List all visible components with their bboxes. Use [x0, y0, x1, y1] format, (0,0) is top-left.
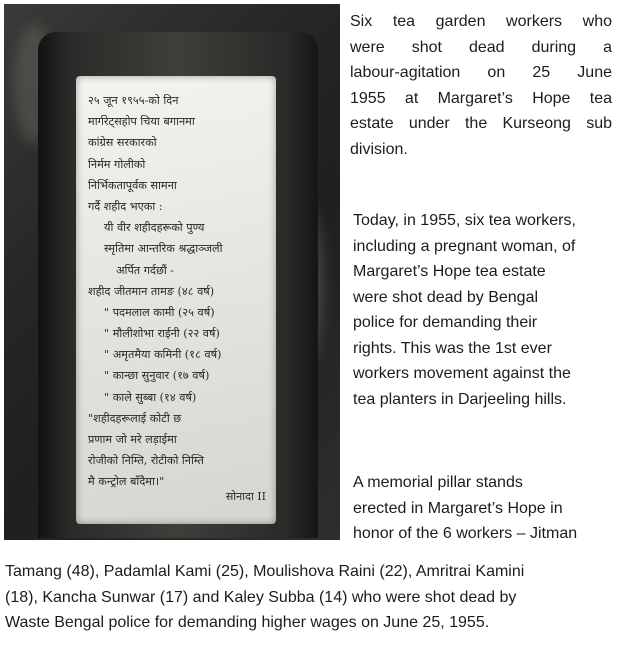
plaque-line: प्रणाम जो मरे लड़ाईमा [88, 433, 177, 446]
text-line: labour-agitation on 25 June [350, 64, 612, 81]
text-line: rights. This was the 1st ever [353, 339, 552, 357]
plaque-line: २५ जून १९५५-को दिन [88, 94, 179, 107]
plaque-line: " मौलीशोभा राईनी (२२ वर्ष) [104, 327, 220, 341]
text-line: honor of the 6 workers – Jitman [353, 525, 578, 542]
text-line: erected in Margaret’s Hope in [353, 499, 563, 517]
memorial-plaque [76, 76, 276, 524]
text-line: were shot dead by Bengal [353, 288, 539, 306]
plaque-line: " कान्छा सुनुवार (१७ वर्ष) [104, 369, 210, 383]
article-paragraph-3-side [353, 470, 615, 547]
text-line: tea planters in Darjeeling hills. [353, 390, 567, 408]
text-line: were shot dead during a [350, 38, 612, 56]
text-line: Today, in 1955, six tea workers, [353, 212, 576, 229]
text-line: including a pregnant woman, of [353, 237, 576, 255]
plaque-line: यी वीर शहीदहरूको पुण्य [104, 221, 205, 235]
text-line: (18), Kancha Sunwar (17) and Kaley Subba (14) who were shot dead by [5, 588, 517, 606]
text-line: division. [350, 140, 408, 158]
plaque-line: अर्पित गर्दछौं - [116, 263, 175, 277]
plaque-line: " पदमलाल कामी (२५ वर्ष) [104, 305, 215, 319]
memorial-pillar-photo [4, 4, 340, 540]
plaque-line: निर्मम गोलीको [88, 157, 146, 171]
article-paragraph-1 [350, 9, 612, 162]
text-line: estate under the Kurseong sub [350, 115, 612, 132]
plaque-line: मार्गरेट्सहोप चिया बगानमा [88, 115, 195, 129]
plaque-line: " अमृतमैया कमिनी (१८ वर्ष) [104, 348, 222, 362]
plaque-line: स्मृतिमा आन्तरिक श्रद्धाञ्जली [104, 242, 223, 256]
text-line: Six tea garden workers who [350, 13, 612, 30]
text-line: Waste Bengal police for demanding higher wages on June 25, 1955. [5, 614, 490, 631]
plaque-signature: सोनादा II [225, 490, 266, 503]
article-paragraph-3-full [5, 559, 619, 636]
text-line: Tamang (48), Padamlal Kami (25), Moulishova Raini (22), Amritrai Kamini [5, 563, 525, 580]
plaque-line: रोजीको निम्ति, रोटीको निम्ति [88, 454, 204, 468]
article-paragraph-2 [353, 208, 615, 412]
plaque-line: कांग्रेस सरकारको [88, 136, 157, 150]
text-line: police for demanding their [353, 314, 538, 331]
plaque-line: "शहीदहरूलाई कोटी छ [88, 411, 182, 425]
plaque-line: मै कन्ट्रोल बाँदैमा।" [88, 475, 165, 489]
plaque-line: निर्भिकतापूर्वक सामना [88, 178, 177, 192]
text-line: Margaret’s Hope tea estate [353, 263, 546, 280]
plaque-line: " काले सुब्बा (१४ वर्ष) [104, 390, 197, 404]
text-line: workers movement against the [353, 365, 571, 382]
plaque-inscription [88, 90, 266, 493]
plaque-line: शहीद जीतमान तामङ (४८ वर्ष) [88, 284, 215, 298]
text-line: A memorial pillar stands [353, 474, 523, 491]
text-line: 1955 at Margaret’s Hope tea [350, 89, 612, 107]
plaque-line: गर्दै शहीद भएका : [88, 199, 163, 213]
